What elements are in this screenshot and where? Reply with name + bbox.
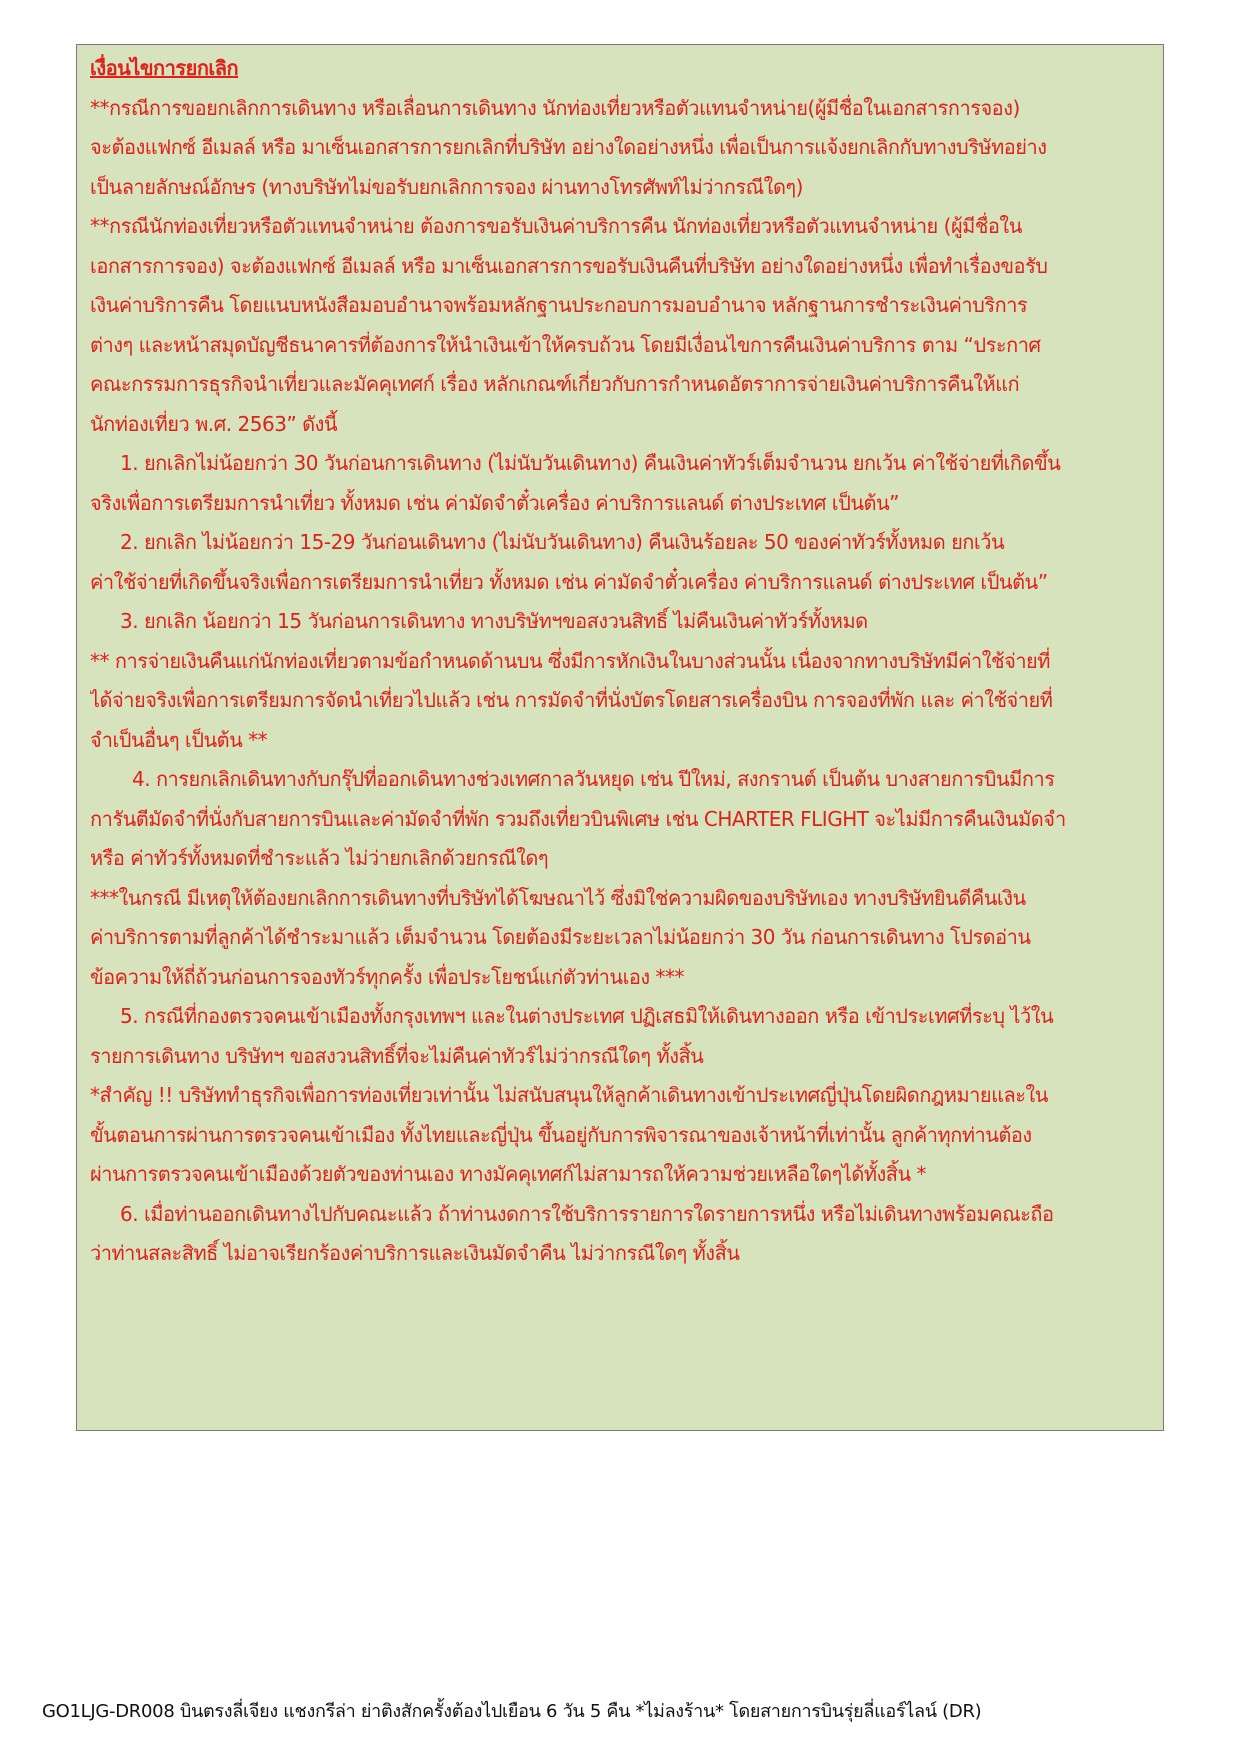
condition-item-3: 3. ยกเลิก น้อยกว่า 15 วันก่อนการเดินทาง ทางบริษัทฯขอสงวนสิทธิ์ ไม่คืนเงินค่าทัวร์ทั้งหมด	[120, 609, 868, 633]
condition-line: การันตีมัดจำที่นั่งกับสายการบินและค่ามัดจำที่พัก รวมถึงเที่ยวบินพิเศษ เช่น CHARTER FLIGHT จะไม่มีการคืนเงินมัดจำ	[90, 806, 1066, 831]
condition-item-2: 2. ยกเลิก ไม่น้อยกว่า 15-29 วันก่อนเดินทาง (ไม่นับวันเดินทาง) คืนเงินร้อยละ 50 ของค่าทัวร์ทั้งหมด ยกเว้น	[120, 530, 1005, 554]
condition-line: นักท่องเที่ยว พ.ศ. 2563” ดังนี้	[90, 411, 338, 436]
condition-line: หรือ ค่าทัวร์ทั้งหมดที่ชำระแล้ว ไม่ว่ายกเลิกด้วยกรณีใดๆ	[90, 846, 549, 870]
cancellation-conditions-box	[76, 44, 1164, 1431]
page-footer: GO1LJG-DR008 บินตรงลี่เจียง แชงกรีล่า ย่าติงสักครั้งต้องไปเยือน 6 วัน 5 คืน *ไม่ลงร้าน* โดยสายการบินรุ่ยลี่แอร์ไลน์ (DR)	[42, 1701, 982, 1722]
condition-line: *สำคัญ !! บริษัททำธุรกิจเพื่อการท่องเที่ยวเท่านั้น ไม่สนับสนุนให้ลูกค้าเดินทางเข้าประเทศญี่ปุ่นโดยผิดกฎหมายและใน	[90, 1083, 1048, 1107]
condition-line: จำเป็นอื่นๆ เป็นต้น **	[90, 727, 268, 752]
condition-line: ค่าบริการตามที่ลูกค้าได้ชำระมาแล้ว เต็มจำนวน โดยต้องมีระยะเวลาไม่น้อยกว่า 30 วัน ก่อนการเดินทาง โปรดอ่าน	[90, 925, 1031, 949]
condition-line: ***ในกรณี มีเหตุให้ต้องยกเลิกการเดินทางที่บริษัทได้โฆษณาไว้ ซึ่งมิใช่ความผิดของบริษัทเอง ทางบริษัทยินดีคืนเงิน	[90, 885, 1026, 910]
condition-line: จะต้องแฟกซ์ อีเมลล์ หรือ มาเซ็นเอกสารการยกเลิกที่บริษัท อย่างใดอย่างหนึ่ง เพื่อเป็นการแจ้งยกเลิกกับทางบริษัทอย่าง	[90, 135, 1047, 159]
condition-line: ต่างๆ และหน้าสมุดบัญชีธนาคารที่ต้องการให้นำเงินเข้าให้ครบถ้วน โดยมีเงื่อนไขการคืนเงินค่าบริการ ตาม “ประกาศ	[90, 332, 1041, 357]
condition-line: จริงเพื่อการเตรียมการนำเที่ยว ทั้งหมด เช่น ค่ามัดจำตั๋วเครื่อง ค่าบริการแลนด์ ต่างประเทศ เป็นต้น”	[90, 490, 900, 515]
condition-line: ว่าท่านสละสิทธิ์ ไม่อาจเรียกร้องค่าบริการและเงินมัดจำคืน ไม่ว่ากรณีใดๆ ทั้งสิ้น	[90, 1241, 740, 1265]
condition-line: รายการเดินทาง บริษัทฯ ขอสงวนสิทธิ์ที่จะไม่คืนค่าทัวร์ไม่ว่ากรณีใดๆ ทั้งสิ้น	[90, 1043, 704, 1068]
condition-line: ได้จ่ายจริงเพื่อการเตรียมการจัดนำเที่ยวไปแล้ว เช่น การมัดจำที่นั่งบัตรโดยสารเครื่องบิน การจองที่พัก และ ค่าใช้จ่ายที่	[90, 688, 1053, 712]
condition-line: **กรณีการขอยกเลิกการเดินทาง หรือเลื่อนการเดินทาง นักท่องเที่ยวหรือตัวแทนจำหน่าย(ผู้มีชื่อในเอกสารการจอง)	[90, 95, 1020, 120]
condition-line: ข้อความให้ถี่ถ้วนก่อนการจองทัวร์ทุกครั้ง เพื่อประโยชน์แก่ตัวท่านเอง ***	[90, 964, 685, 989]
condition-line: เอกสารการจอง) จะต้องแฟกซ์ อีเมลล์ หรือ มาเซ็นเอกสารการขอรับเงินคืนที่บริษัท อย่างใดอย่างหนึ่ง เพื่อทำเรื่องขอรับ	[90, 253, 1048, 278]
condition-item-5: 5. กรณีที่กองตรวจคนเข้าเมืองทั้งกรุงเทพฯ และในต่างประเทศ ปฏิเสธมิให้เดินทางออก หรือ เข้าประเทศที่ระบุ ไว้ใน	[120, 1004, 1054, 1028]
condition-item-6: 6. เมื่อท่านออกเดินทางไปกับคณะแล้ว ถ้าท่านงดการใช้บริการรายการใดรายการหนึ่ง หรือไม่เดินทางพร้อมคณะถือ	[120, 1201, 1054, 1226]
condition-line: ขั้นตอนการผ่านการตรวจคนเข้าเมือง ทั้งไทยและญี่ปุ่น ขึ้นอยู่กับการพิจารณาของเจ้าหน้าที่เท่านั้น ลูกค้าทุกท่านต้อง	[90, 1122, 1032, 1147]
condition-line: ** การจ่ายเงินคืนแก่นักท่องเที่ยวตามข้อกำหนดด้านบน ซึ่งมีการหักเงินในบางส่วนนั้น เนื่องจากทางบริษัทมีค่าใช้จ่ายที่	[90, 648, 1050, 673]
condition-line: เงินค่าบริการคืน โดยแนบหนังสือมอบอำนาจพร้อมหลักฐานประกอบการมอบอำนาจ หลักฐานการชำระเงินค่าบริการ	[90, 293, 1028, 317]
conditions-heading: เงื่อนไขการยกเลิก	[90, 56, 239, 80]
condition-line: เป็นลายลักษณ์อักษร (ทางบริษัทไม่ขอรับยกเลิกการจอง ผ่านทางโทรศัพท์ไม่ว่ากรณีใดๆ)	[90, 174, 803, 199]
condition-item-1: 1. ยกเลิกไม่น้อยกว่า 30 วันก่อนการเดินทาง (ไม่นับวันเดินทาง) คืนเงินค่าทัวร์เต็มจำนวน ยกเว้น ค่าใช้จ่ายที่เกิดขึ้น	[120, 451, 1061, 475]
condition-line: คณะกรรมการธุรกิจนำเที่ยวและมัคคุเทศก์ เรื่อง หลักเกณฑ์เกี่ยวกับการกำหนดอัตราการจ่ายเงินค่าบริการคืนให้แก่	[90, 372, 1020, 396]
condition-line: ผ่านการตรวจคนเข้าเมืองด้วยตัวของท่านเอง ทางมัคคุเทศก์ไม่สามารถให้ความช่วยเหลือใดๆได้ทั้งสิ้น *	[90, 1162, 927, 1186]
condition-item-4: 4. การยกเลิกเดินทางกับกรุ๊ปที่ออกเดินทางช่วงเทศกาลวันหยุด เช่น ปีใหม่, สงกรานต์ เป็นต้น บางสายการบินมีการ	[132, 767, 1055, 791]
condition-line: **กรณีนักท่องเที่ยวหรือตัวแทนจำหน่าย ต้องการขอรับเงินค่าบริการคืน นักท่องเที่ยวหรือตัวแทนจำหน่าย (ผู้มีชื่อใน	[90, 214, 1022, 238]
condition-line: ค่าใช้จ่ายที่เกิดขึ้นจริงเพื่อการเตรียมการนำเที่ยว ทั้งหมด เช่น ค่ามัดจำตั๋วเครื่อง ค่าบริการแลนด์ ต่างประเทศ เป็นต้น”	[90, 569, 1048, 594]
